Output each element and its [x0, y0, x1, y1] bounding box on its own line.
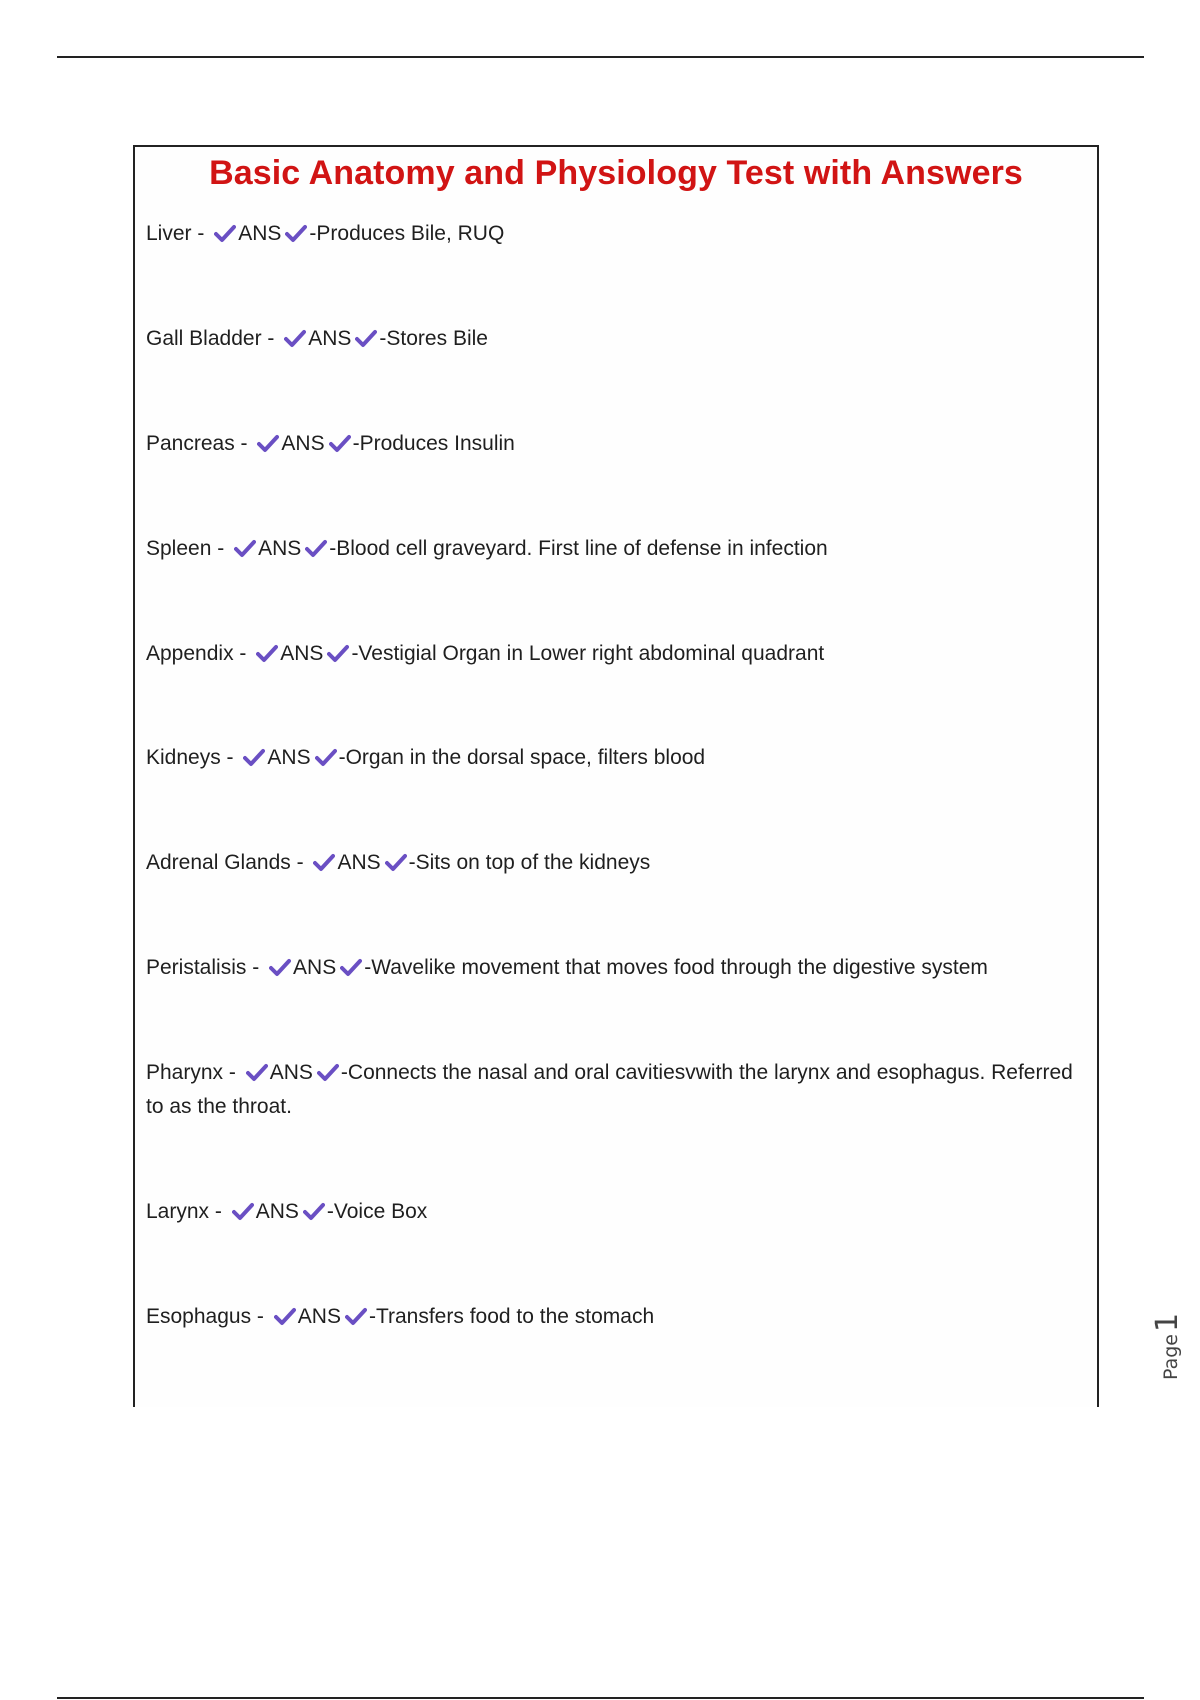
term: Liver — [146, 222, 192, 245]
qa-entry: Peristalisis - ANS -Wavelike movement that moves food through the digestive system — [146, 956, 988, 979]
check-icon — [232, 1201, 254, 1221]
term: Pancreas — [146, 432, 235, 455]
term: Peristalisis — [146, 956, 247, 979]
qa-entry: Esophagus - ANS -Transfers food to the stomach — [146, 1305, 655, 1328]
qa-entry: Gall Bladder - ANS -Stores Bile — [146, 327, 488, 350]
answer: -Sits on top of the kidneys — [408, 851, 651, 874]
check-icon — [274, 1306, 296, 1326]
answer: -Produces Bile, RUQ — [309, 222, 505, 245]
answer-marker: ANS — [281, 432, 325, 455]
page-number — [1150, 1313, 1185, 1380]
check-icon — [317, 1062, 339, 1082]
check-icon — [303, 1201, 325, 1221]
term: Spleen — [146, 537, 212, 560]
check-icon — [269, 957, 291, 977]
qa-entry: Pharynx - ANS -Connects the nasal and oral cavitiesvwith the larynx and esophagus. Referred to as the throat. — [146, 1061, 1073, 1118]
qa-entry: Liver - ANS -Produces Bile, RUQ — [146, 222, 505, 245]
check-icon — [285, 223, 307, 243]
check-icon — [234, 538, 256, 558]
document-frame — [133, 145, 1099, 1407]
answer: -Voice Box — [326, 1200, 428, 1223]
answer: -Stores Bile — [379, 327, 488, 350]
term: Esophagus — [146, 1305, 252, 1328]
page-label: Page — [1160, 1334, 1182, 1380]
term: Adrenal Glands — [146, 851, 291, 874]
check-icon — [345, 1306, 367, 1326]
term: Appendix — [146, 642, 234, 665]
answer: -Produces Insulin — [352, 432, 515, 455]
check-icon — [243, 747, 265, 767]
qa-entry: Kidneys - ANS -Organ in the dorsal space, filters blood — [146, 746, 706, 769]
bottom-rule — [57, 1697, 1144, 1699]
check-icon — [246, 1062, 268, 1082]
check-icon — [305, 538, 327, 558]
check-icon — [327, 643, 349, 663]
answer: -Blood cell graveyard. First line of defense in infection — [329, 537, 828, 560]
answer: -Organ in the dorsal space, filters blood — [338, 746, 706, 769]
check-icon — [313, 852, 335, 872]
answer-marker: ANS — [255, 1200, 299, 1223]
check-icon — [385, 852, 407, 872]
top-rule — [57, 56, 1144, 58]
check-icon — [257, 433, 279, 453]
answer-marker: ANS — [238, 222, 282, 245]
term: Pharynx — [146, 1061, 224, 1084]
answer-marker: ANS — [293, 956, 337, 979]
answer-marker: ANS — [267, 746, 311, 769]
qa-entry: Larynx - ANS -Voice Box — [146, 1200, 428, 1223]
check-icon — [284, 328, 306, 348]
qa-entry: Appendix - ANS -Vestigial Organ in Lower right abdominal quadrant — [146, 642, 825, 665]
check-icon — [355, 328, 377, 348]
term: Gall Bladder — [146, 327, 262, 350]
qa-entry: Adrenal Glands - ANS -Sits on top of the kidneys — [146, 851, 651, 874]
page-number-value: 1 — [1150, 1312, 1185, 1332]
check-icon — [329, 433, 351, 453]
term: Larynx — [146, 1200, 210, 1223]
qa-entry: Spleen - ANS -Blood cell graveyard. First line of defense in infection — [146, 537, 828, 560]
check-icon — [256, 643, 278, 663]
answer-marker: ANS — [308, 327, 352, 350]
answer: -Vestigial Organ in Lower right abdominal quadrant — [351, 642, 825, 665]
answer-marker: ANS — [269, 1061, 313, 1084]
document-title: Basic Anatomy and Physiology Test with Answers — [209, 154, 1023, 192]
answer-marker: ANS — [280, 642, 324, 665]
term: Kidneys — [146, 746, 221, 769]
check-icon — [340, 957, 362, 977]
answer-marker: ANS — [258, 537, 302, 560]
answer: -Connects the nasal and oral cavitiesvwith the larynx and esophagus. Referred to as the throat. — [146, 1061, 1073, 1118]
check-icon — [315, 747, 337, 767]
answer: -Wavelike movement that moves food through the digestive system — [364, 956, 988, 979]
answer: -Transfers food to the stomach — [368, 1305, 655, 1328]
check-icon — [214, 223, 236, 243]
qa-entry: Pancreas - ANS -Produces Insulin — [146, 432, 515, 455]
answer-marker: ANS — [297, 1305, 341, 1328]
answer-marker: ANS — [337, 851, 381, 874]
